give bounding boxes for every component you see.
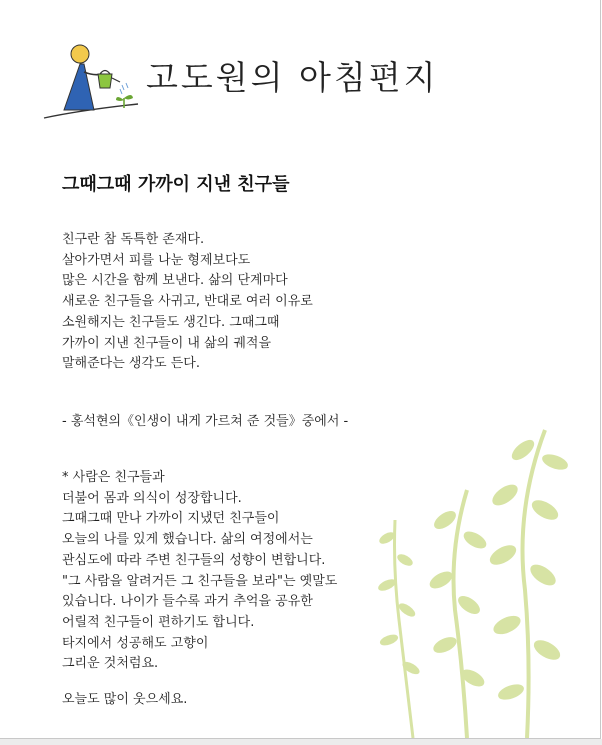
article-paragraph-1 <box>62 230 313 375</box>
closing-line: 오늘도 많이 웃으세요. <box>62 692 188 707</box>
paragraph-line: 말해준다는 생각도 든다. <box>62 356 200 372</box>
source-citation: - 홍석현의《인생이 내게 가르쳐 준 것들》중에서 - <box>62 414 349 429</box>
brand-logo-text: 고도원의 아침편지 <box>146 58 439 97</box>
paragraph-line: 살아가면서 피를 나눈 형제보다도 <box>62 252 251 268</box>
paragraph-line: 친구란 참 독특한 존재다. <box>62 232 205 247</box>
paragraph-line: 새로운 친구들을 사귀고, 반대로 여러 이유로 <box>62 294 313 310</box>
paragraph-line: 소원해지는 친구들도 생긴다. 그때그때 <box>62 314 280 330</box>
paragraph-line: 더불어 몸과 의식이 성장합니다. <box>62 490 242 506</box>
paragraph-line: 많은 시간을 함께 보낸다. 삶의 단계마다 <box>62 273 288 289</box>
paragraph-line: 그리운 것처럼요. <box>62 656 159 672</box>
article-title: 그때그때 가까이 지낸 친구들 <box>62 174 290 195</box>
paragraph-line: 있습니다. 나이가 들수록 과거 추억을 공유한 <box>62 594 313 610</box>
paragraph-line: 오늘의 나를 있게 했습니다. 삶의 여정에서는 <box>62 532 313 548</box>
paragraph-line: 어릴적 친구들이 편하기도 합니다. <box>62 614 255 630</box>
paragraph-line: * 사람은 친구들과 <box>62 470 165 485</box>
paragraph-line: "그 사람을 알려거든 그 친구들을 보라"는 옛말도 <box>62 573 338 589</box>
paragraph-line: 그때그때 만나 가까이 지냈던 친구들이 <box>62 511 280 527</box>
paragraph-line: 타지에서 성공해도 고향이 <box>62 635 209 651</box>
vine-leaves-icon <box>355 420 600 738</box>
bottom-scroll-strip <box>0 739 602 745</box>
woman-watering-sprout-icon <box>42 42 142 124</box>
paragraph-line: 가까이 지낸 친구들이 내 삶의 궤적을 <box>62 335 272 351</box>
article-paragraph-2 <box>62 468 337 675</box>
paragraph-line: 관심도에 따라 주변 친구들의 성향이 변합니다. <box>62 552 326 568</box>
